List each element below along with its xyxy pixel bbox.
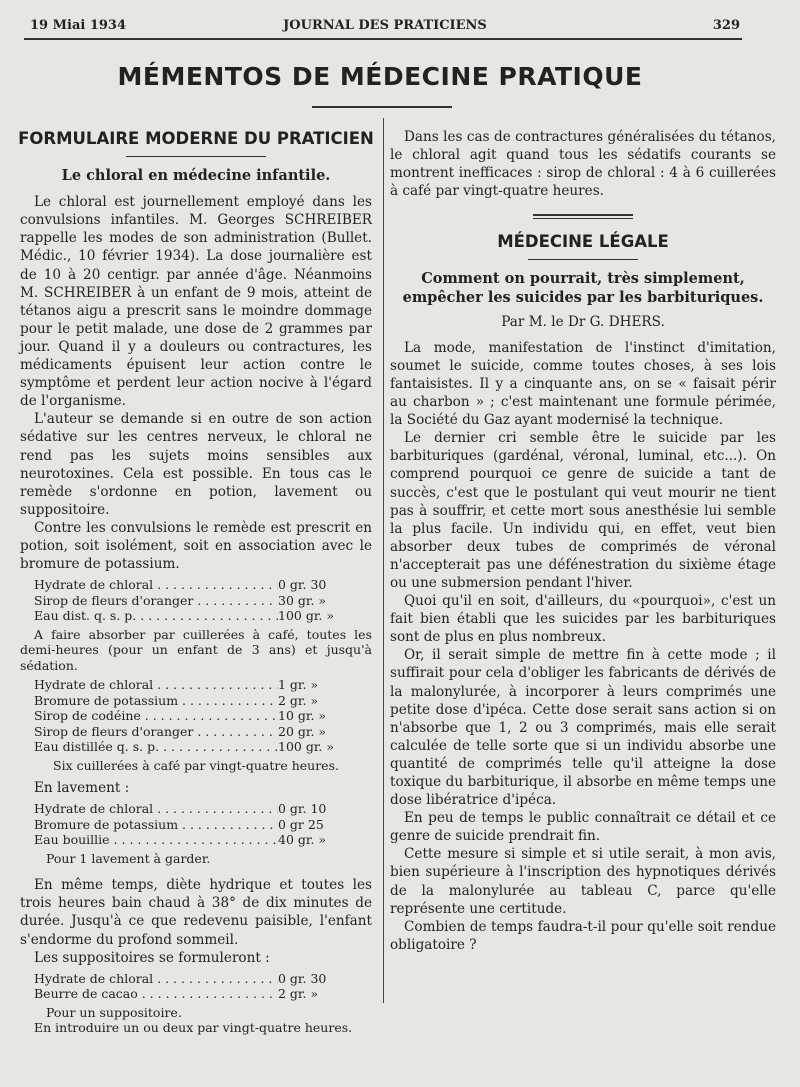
paragraph: Contre les convulsions le remède est prescrit en potion, soit isolément, soit en association avec le bromure de potassium.: [20, 519, 372, 573]
prescription-note: Pour un suppositoire.: [46, 1004, 182, 1020]
prescription-line: Hydrate de chloral . . . 0 gr. 10: [34, 801, 356, 817]
prescription-potion-bromure: [34, 677, 356, 755]
article-title-chloral: Le chloral en médecine infantile.: [61, 167, 331, 185]
paragraph: Quoi qu'il en soit, d'ailleurs, du «pourquoi», c'est un fait bien établi que les suicides par les barbituriques sont de plus en plus nombreux.: [390, 593, 776, 646]
prescription-potion: [34, 577, 356, 624]
prescription-note: Six cuillerées à café par vingt-quatre heures.: [53, 757, 339, 773]
paragraph: Dans les cas de contractures généralisées du tétanos, le chloral agit quand tous les sédatifs courants se montrent inefficaces : sirop de chloral : 4 à 6 cuillerées à café par vingt-quatre heures.: [390, 129, 776, 200]
paragraph: En peu de temps le public connaîtrait ce détail et ce genre de suicide prendrait fin.: [390, 810, 776, 845]
prescription-suppositoire: [34, 971, 356, 1002]
prescription-note: A faire absorber par cuillerées à café, toutes les demi-heures (pour un enfant de 3 ans) et jusqu'à sédation.: [20, 626, 372, 673]
prescription-note: Pour 1 lavement à garder.: [46, 850, 211, 866]
section-heading-medecine-legale: MÉDECINE LÉGALE: [497, 232, 669, 252]
article-title-suicides: Comment on pourrait, très simplement, empêcher les suicides par les barbituriques.: [402, 270, 764, 306]
paragraph: Les suppositoires se formuleront :: [34, 949, 270, 966]
prescription-line: Sirop de fleurs d'oranger . . . 30 gr. »: [34, 593, 356, 609]
right-column: [390, 128, 776, 954]
title-rule: [312, 106, 452, 108]
paragraph: Combien de temps faudra-t-il pour qu'elle soit rendue obligatoire ?: [390, 918, 776, 953]
prescription-line: Hydrate de chloral . . . 0 gr. 30: [34, 577, 356, 593]
issue-date: 19 Miai 1934: [30, 18, 127, 33]
double-rule: [533, 214, 633, 219]
paragraph: Le chloral est journellement employé dans les convulsions infantiles. M. Georges SCHREIBER rappelle les modes de son administration (Bullet. Médic., 10 février 1934). La dose journalière est de 10 à 20 centigr. par année d'âge. Néanmoins M. SCHREIBER à un enfant de 9 mois, atteint de tétanos aigu a prescrit sans le moindre dommage pour le petit malade, une dose de 2 grammes par jour. Quand il y a douleurs ou contractures, les médicaments épuisent leur action contre le symptôme et perdent leur action nocive à l'égard de l'organisme.: [20, 194, 372, 410]
prescription-note: En introduire un ou deux par vingt-quatre heures.: [34, 1020, 353, 1036]
prescription-line: Eau bouillie . . . 40 gr. »: [34, 832, 356, 848]
paragraph: L'auteur se demande si en outre de son action sédative sur les centres nerveux, le chloral ne rend pas les sujets moins sensibles aux neurotoxines. Cela est possible. En tous cas le remède s'ordonne en potion, lavement ou suppositoire.: [20, 411, 372, 518]
paragraph: En même temps, diète hydrique et toutes les trois heures bain chaud à 38° de dix minutes de durée. Jusqu'à ce que redevenu paisible, l'enfant s'endorme du profond sommeil.: [20, 877, 372, 948]
page-number: 329: [712, 18, 740, 33]
journal-name: JOURNAL DES PRATICIENS: [283, 18, 487, 33]
section-heading-formulaire: FORMULAIRE MODERNE DU PRATICIEN: [18, 129, 374, 148]
paragraph: La mode, manifestation de l'instinct d'imitation, soumet le suicide, comme toutes choses, à ses lois fantaisistes. Il y a cinquante ans, on se « faisait périr au charbon » ; c'est maintenant une formule périmée, la Société du Gaz ayant modernisé la technique.: [390, 339, 776, 429]
prescription-line: Sirop de fleurs d'oranger . . . 20 gr. »: [34, 724, 356, 740]
prescription-line: Hydrate de chloral . . . 0 gr. 30: [34, 971, 356, 987]
header-rule: [24, 38, 742, 40]
prescription-line: Hydrate de chloral . . . 1 gr. »: [34, 677, 356, 693]
running-header: [30, 18, 740, 36]
left-column: [20, 128, 372, 1036]
section-rule: [126, 156, 266, 157]
prescription-line: Bromure de potassium . . . 2 gr. »: [34, 693, 356, 709]
section-rule: [528, 259, 638, 260]
column-divider: [383, 118, 384, 1003]
byline: Par M. le Dr G. DHERS.: [501, 313, 665, 330]
main-title: MÉMENTOS DE MÉDECINE PRATIQUE: [117, 62, 643, 91]
paragraph: Cette mesure si simple et si utile serait, à mon avis, bien supérieure à l'inscription des hypnotiques dérivés de la malonylurée au tableau C, parce qu'elle représente une certitude.: [390, 846, 776, 917]
prescription-lavement: [34, 801, 356, 848]
lavement-label: En lavement :: [34, 780, 130, 797]
prescription-line: Beurre de cacao . . . 2 gr. »: [34, 986, 356, 1002]
prescription-line: Sirop de codéine . . . 10 gr. »: [34, 708, 356, 724]
prescription-line: Bromure de potassium . . . 0 gr 25: [34, 817, 356, 833]
prescription-line: Eau dist. q. s. p. . . . 100 gr. »: [34, 608, 356, 624]
paragraph: Le dernier cri semble être le suicide par les barbituriques (gardénal, véronal, luminal, etc...). On comprend pourquoi ce genre de suicide a tant de succès, c'est que le postulant qui veut mourir ne tient pas à souffrir, et cette mort sous anesthésie lui semble la plus facile. Un individu qui, en effet, veut bien absorber deux tubes de comprimés de véronal n'accepterait pas une défénestration du sixième étage ou une submersion pendant l'hiver.: [390, 430, 776, 591]
prescription-line: Eau distillée q. s. p. . . . 100 gr. »: [34, 739, 356, 755]
paragraph: Or, il serait simple de mettre fin à cette mode ; il suffirait pour cela d'obliger les fabricants de dérivés de la malonylurée, à incorporer à leurs comprimés une petite dose d'ipéca. Cette dose serait sans action si on n'absorbe que 1, 2 ou 3 comprimés, mais elle serait calculée de telle sorte que si un individu absorbe une quantité de comprimés telle qu'il atteigne la dose toxique du barbiturique, il absorbe en même temps une dose libératrice d'ipéca.: [390, 647, 776, 809]
